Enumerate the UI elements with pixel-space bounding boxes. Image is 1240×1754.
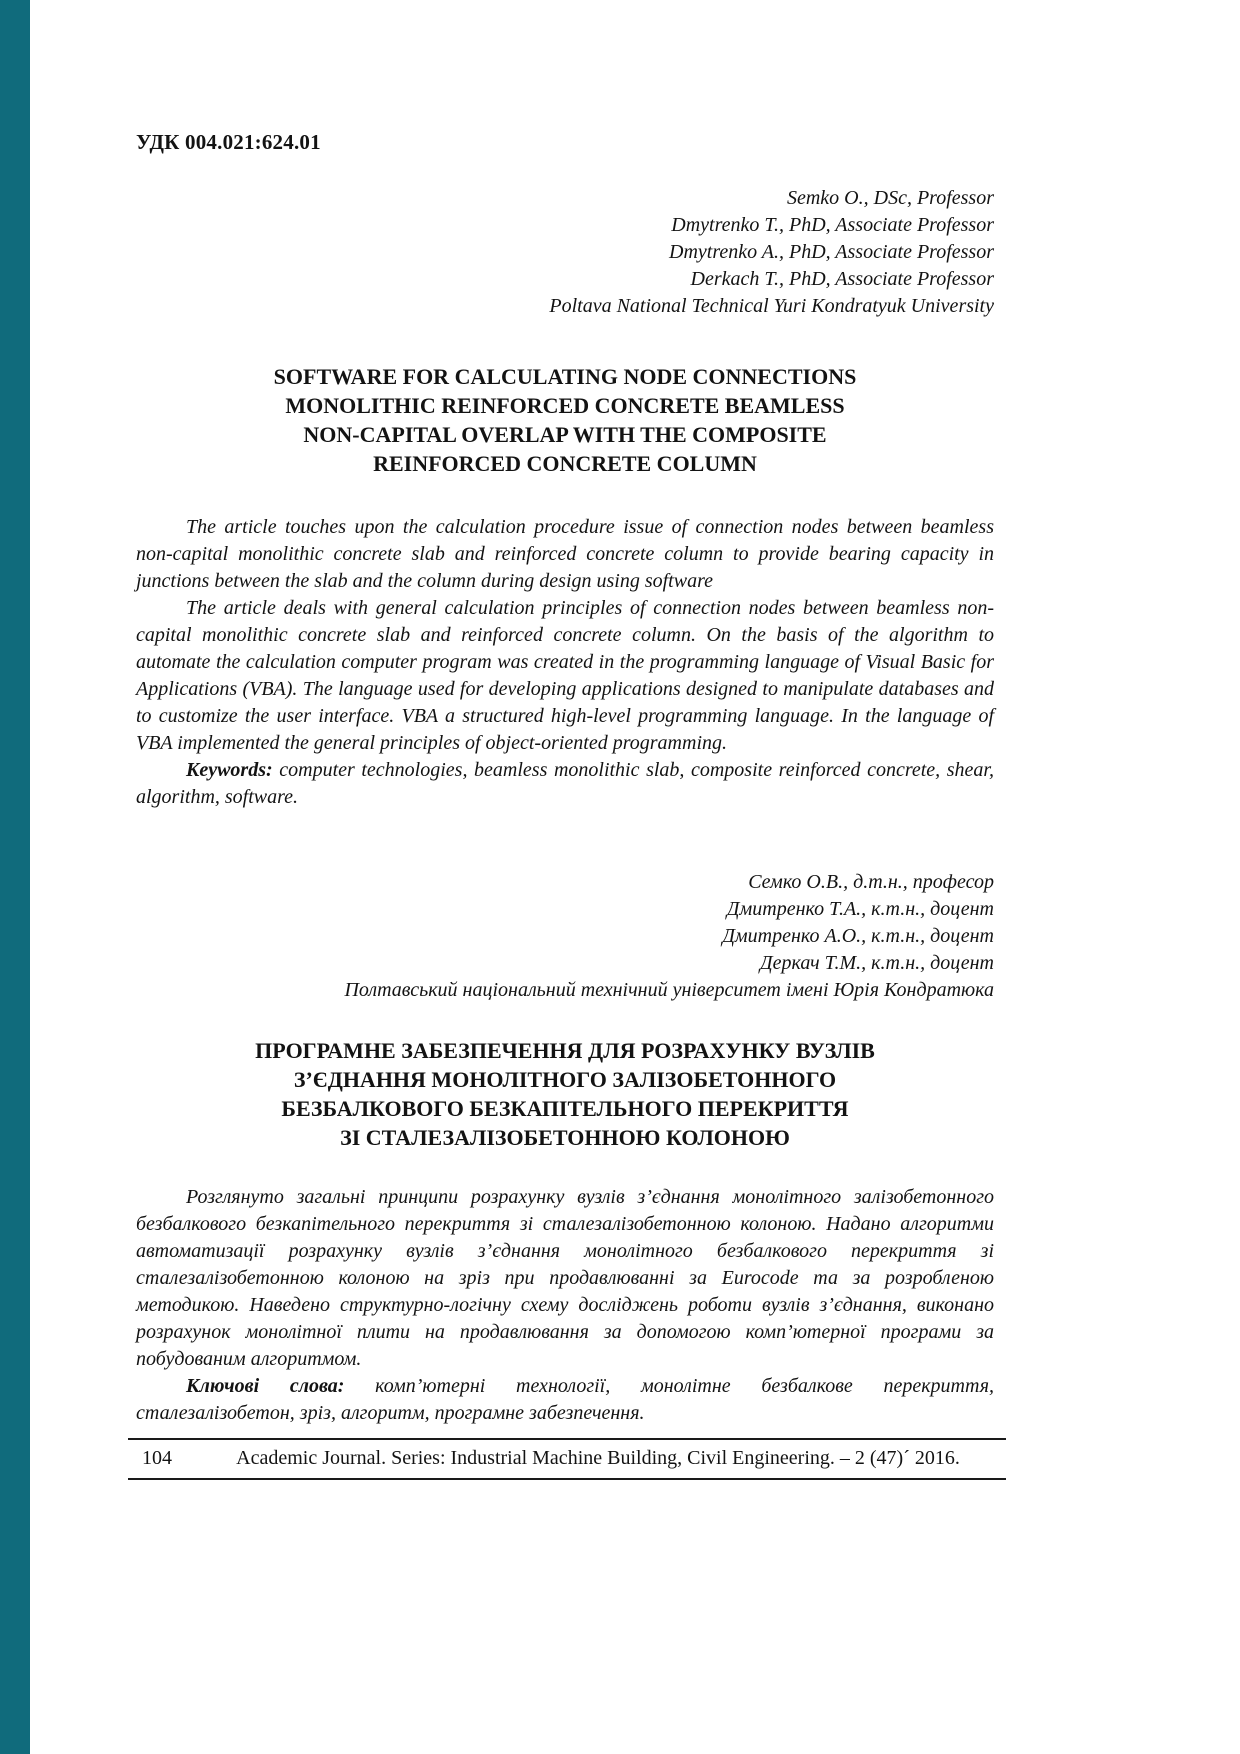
abstract-en-block	[136, 514, 994, 811]
title-en-line: NON-CAPITAL OVERLAP WITH THE COMPOSITE	[303, 422, 827, 447]
authors-uk-block	[136, 869, 994, 1004]
author-uk-line: Деркач Т.М., к.т.н., доцент	[759, 952, 994, 974]
author-uk-line: Семко О.В., д.т.н., професор	[748, 871, 994, 893]
keywords-en-paragraph	[136, 757, 994, 811]
author-en-line: Semko O., DSc, Professor	[786, 187, 994, 209]
author-en-line: Derkach T., PhD, Associate Professor	[690, 268, 994, 290]
affiliation-uk-line: Полтавський національний технічний університет імені Юрія Кондратюка	[344, 979, 994, 1001]
title-uk-line: БЕЗБАЛКОВОГО БЕЗКАПІТЕЛЬНОГО ПЕРЕКРИТТЯ	[281, 1096, 849, 1121]
title-en-line: REINFORCED CONCRETE COLUMN	[373, 451, 757, 476]
keywords-en-text: computer technologies, beamless monolithic slab, composite reinforced concrete, shear, algorithm, software.	[136, 759, 994, 808]
author-uk-line: Дмитренко Т.А., к.т.н., доцент	[726, 898, 994, 920]
author-en-line: Dmytrenko T., PhD, Associate Professor	[671, 214, 994, 236]
affiliation-en-line: Poltava National Technical Yuri Kondratyuk University	[549, 295, 994, 317]
left-edge-stripe	[0, 0, 30, 1754]
abstract-en-paragraph-1: The article touches upon the calculation procedure issue of connection nodes between beamless non-capital monolithic concrete slab and reinforced concrete column to provide bearing capacity in junctions between the slab and the column during design using software	[136, 516, 994, 592]
keywords-uk-text: комп’ютерні технології, монолітне безбалкове перекриття, сталезалізобетон, зріз, алгоритм, програмне забезпечення.	[136, 1375, 994, 1424]
title-en-line: MONOLITHIC REINFORCED CONCRETE BEAMLESS	[285, 393, 845, 418]
abstract-uk-paragraph: Розглянуто загальні принципи розрахунку вузлів з’єднання монолітного залізобетонного безбалкового безкапітельного перекриття зі сталезалізобетонною колоною. Надано алгоритми автоматизації розрахунку вузлів з’єднання монолітного безбалкового перекриття зі сталезалізобетонною колоною на зріз при продавлюванні за Eurocode та за розробленою методикою. Наведено структурно-логічну схему досліджень роботи вузлів з’єднання, виконано розрахунок монолітної плити на продавлювання за допомогою комп’ютерної програми за побудованим алгоритмом.	[136, 1186, 994, 1370]
authors-en-block	[136, 185, 994, 320]
title-uk-line: ПРОГРАМНЕ ЗАБЕЗПЕЧЕННЯ ДЛЯ РОЗРАХУНКУ ВУЗЛІВ	[255, 1038, 875, 1063]
author-uk-line: Дмитренко А.О., к.т.н., доцент	[722, 925, 994, 947]
keywords-en-label: Keywords:	[186, 759, 273, 781]
abstract-uk-block	[136, 1184, 994, 1427]
paper-title-uk	[136, 1036, 994, 1152]
udc-code: УДК 004.021:624.01	[136, 130, 321, 154]
abstract-en-paragraph-2: The article deals with general calculation principles of connection nodes between beamless non-capital monolithic concrete slab and reinforced concrete column. On the basis of the algorithm to automate the calculation computer program was created in the programming language of Visual Basic for Applications (VBA). The language used for developing applications designed to manipulate databases and to customize the user interface. VBA a structured high-level programming language. In the language of VBA implemented the general principles of object-oriented programming.	[136, 597, 994, 754]
title-en-line: SOFTWARE FOR CALCULATING NODE CONNECTIONS	[273, 364, 857, 389]
page-content	[136, 0, 994, 1427]
author-en-line: Dmytrenko A., PhD, Associate Professor	[669, 241, 994, 263]
page-number: 104	[142, 1447, 172, 1469]
keywords-uk-label: Ключові слова:	[186, 1375, 345, 1397]
paper-title-en	[136, 362, 994, 478]
title-uk-line: ЗІ СТАЛЕЗАЛІЗОБЕТОННОЮ КОЛОНОЮ	[340, 1125, 790, 1150]
keywords-uk-paragraph	[136, 1373, 994, 1427]
page-footer	[128, 1438, 1006, 1480]
title-uk-line: З’ЄДНАННЯ МОНОЛІТНОГО ЗАЛІЗОБЕТОННОГО	[293, 1067, 837, 1092]
journal-title: Academic Journal. Series: Industrial Machine Building, Civil Engineering. – 2 (47)´ 2016.	[236, 1447, 960, 1469]
